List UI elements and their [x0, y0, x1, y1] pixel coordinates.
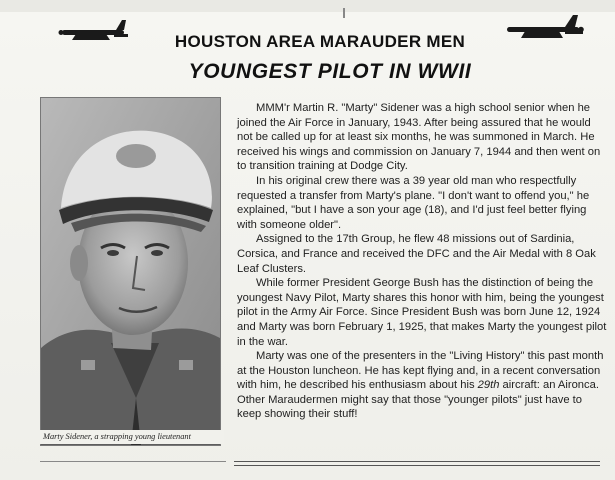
top-paper-strip — [0, 0, 615, 12]
article-body — [237, 101, 607, 422]
article-paragraph: MMM'r Martin R. "Marty" Sidener was a high school senior when he joined the Air Force in January, 1943. After being assured that he would not be called up for at least six months, he was summoned in March. He received his wings and commission on January 7, 1944 and then went on to transition training at Dodge City. — [237, 102, 601, 173]
bomber-plane-icon — [56, 18, 134, 46]
divider-rule — [234, 461, 600, 466]
article-paragraph: Assigned to the 17th Group, he flew 48 missions out of Sardinia, Corsica, and France and received the DFC and the Air Medal with 8 Oak Leaf Clusters. — [237, 233, 596, 275]
kicker-heading: HOUSTON AREA MARAUDER MEN — [174, 32, 466, 51]
article-emphasis: 29th — [477, 379, 500, 392]
divider-rule — [40, 461, 226, 462]
photo-caption: Marty Sidener, a strapping young lieutenant — [40, 430, 224, 444]
bomber-plane-icon — [503, 13, 591, 43]
article-text: Marty was one of the presenters in the "Living History" this past month at the Houston luncheon. He has kept flying and, in a recent conversation with him, he described his enthusiasm about his — [237, 350, 604, 392]
article-text: aircraft: an Aironca. Other Maraudermen might say that those "younger pilots" just have to keep showing their stuff! — [237, 379, 599, 421]
article-paragraph — [237, 349, 607, 422]
paper-mark — [343, 8, 345, 18]
headline: YOUNGEST PILOT IN WWII — [188, 60, 472, 83]
portrait-photo — [40, 97, 221, 446]
article-paragraph: In his original crew there was a 39 year old man who respectfully requested a transfer from Marty's plane. "I don't want to offend you," he explained, "but I have a son your age (18), and I'd just feel better flying with someone older". — [237, 174, 590, 231]
article-paragraph: While former President George Bush has the distinction of being the youngest Navy Pilot, Marty shares this honor with him, being the youngest pilot in the Army Air Force. Since President Bush was born June 12, 1924 and Marty was born February 1, 1925, that makes Marty the youngest pilot in the war. — [237, 277, 607, 348]
portrait-image — [41, 98, 220, 445]
